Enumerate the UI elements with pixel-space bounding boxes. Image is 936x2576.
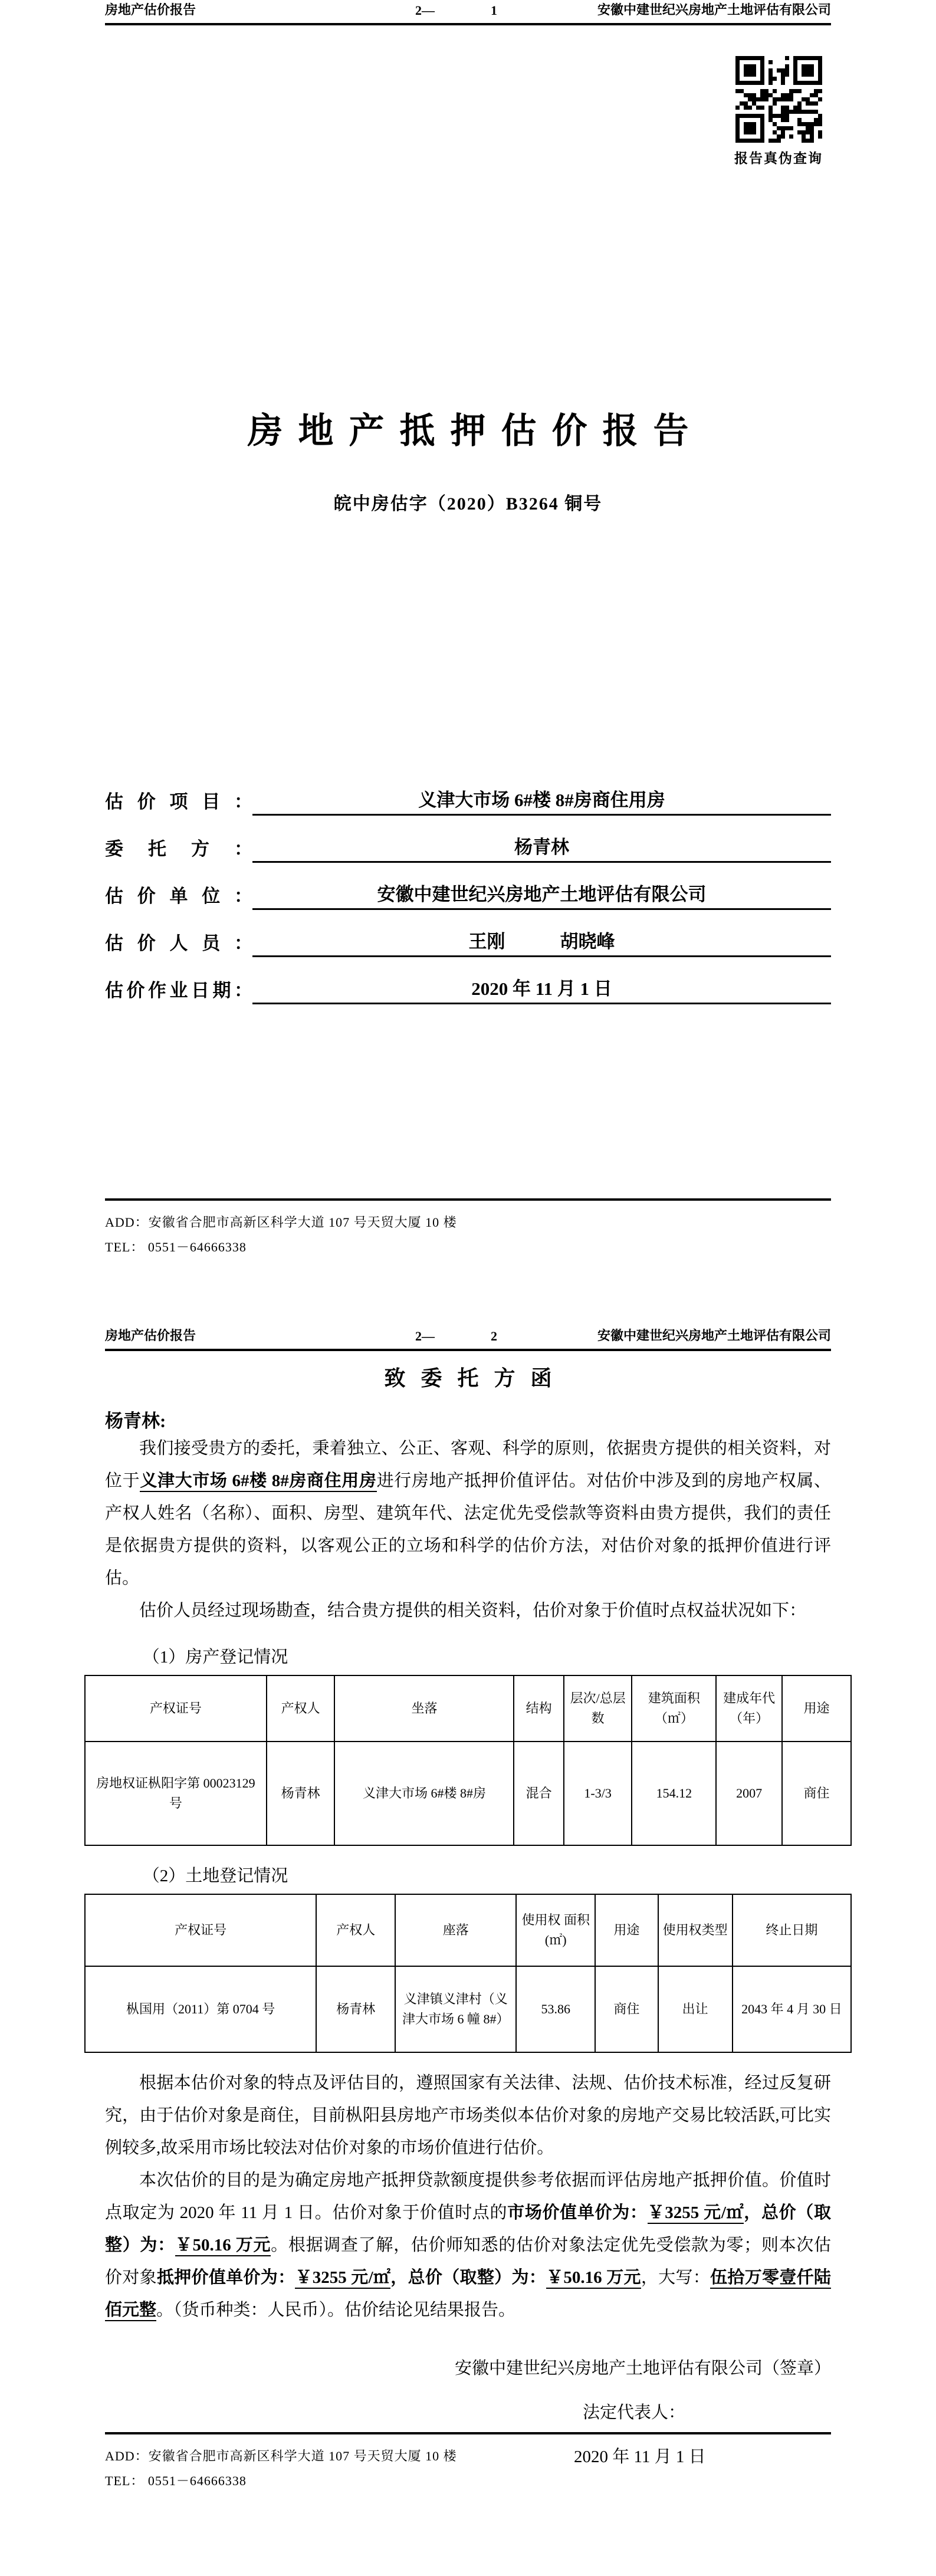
paragraph-commission [105, 1432, 831, 1595]
text-run: ， [390, 2268, 408, 2287]
table-header-cell: 终止日期 [733, 1894, 851, 1966]
text-run: 。根据调查了解，估价师知悉的估价对象法定优先受偿款为零；则本次估价对象 [105, 2236, 831, 2287]
text-run: ￥3255 元/㎡ [648, 2203, 744, 2224]
letter-title: 致委托方函 [384, 1366, 567, 1390]
header-page-number: 2 [491, 1329, 497, 1343]
table-cell: 2007 [716, 1742, 782, 1845]
header-page-numbers [359, 1329, 554, 1344]
footer-telephone: TEL： 0551－64666338 [105, 2473, 247, 2488]
field-value: 2020 年 11 月 1 日 [252, 974, 831, 1004]
signature-company: 安徽中建世纪兴房地产土地评估有限公司（签章） [454, 2359, 831, 2378]
field-appraisal-date [105, 957, 831, 1004]
table-cell: 枞国用（2011）第 0704 号 [85, 1966, 316, 2052]
table-cell: 2043 年 4 月 30 日 [733, 1966, 851, 2052]
table-header-cell: 层次/总层数 [564, 1675, 632, 1742]
land-registration-table [84, 1894, 852, 2053]
text-run: ， [744, 2203, 761, 2222]
page-footer [105, 2432, 831, 2493]
text-run: 伍拾万零壹仟陆佰元整 [105, 2268, 831, 2321]
qr-caption: 报告真伪查询 [734, 151, 823, 166]
field-appraisal-project [105, 768, 831, 816]
footer-address: ADD：安徽省合肥市高新区科学大道 107 号天贸大厦 10 楼 [105, 1215, 457, 1230]
table-row [85, 1966, 851, 2052]
letter-salutation: 杨青林: [105, 1411, 166, 1431]
header-page-number: 1 [491, 3, 497, 18]
table-header-cell: 用途 [595, 1894, 658, 1966]
qr-code-image [735, 56, 822, 143]
table-header-cell: 建成年代（年） [716, 1675, 782, 1742]
field-label: 委 托 方 ： [105, 839, 252, 859]
field-appraisal-agency [105, 863, 831, 910]
table-cell: 杨青林 [316, 1966, 395, 2052]
header-report-title: 房地产估价报告 [105, 1328, 196, 1343]
table-cell: 房地权证枞阳字第 00023129 号 [85, 1742, 267, 1845]
field-value: 安徽中建世纪兴房地产土地评估有限公司 [252, 879, 831, 910]
text-run: ￥50.16 万元 [175, 2236, 271, 2256]
table-header-cell: 坐落 [334, 1675, 514, 1742]
text-run: 抵押价值单价为： [156, 2268, 295, 2287]
table-cell: 53.86 [516, 1966, 595, 2052]
header-report-title: 房地产估价报告 [105, 2, 196, 17]
table-cell: 商住 [595, 1966, 658, 2052]
qr-block [105, 56, 831, 167]
field-value: 杨青林 [252, 832, 831, 863]
text-run: 义津大市场 6#楼 8#房商住用房 [140, 1471, 376, 1492]
house-registration-table [84, 1675, 852, 1846]
header-page-group: 2— [415, 1329, 435, 1343]
text-run: 。（货币种类：人民币）。估价结论见结果报告。 [156, 2301, 516, 2319]
table-cell: 商住 [782, 1742, 851, 1845]
table-cell: 1-3/3 [564, 1742, 632, 1845]
table-cell: 混合 [514, 1742, 563, 1845]
report-number: 皖中房估字（2020）B3264 铜号 [333, 494, 603, 514]
field-label: 估价作业日期： [105, 980, 252, 1001]
table-cell: 义津镇义津村（义津大市场 6 幢 8#） [395, 1966, 516, 2052]
table-header-cell: 座落 [395, 1894, 516, 1966]
field-label: 估 价 单 位 ： [105, 886, 252, 906]
table-header-cell: 建筑面积（㎡） [632, 1675, 716, 1742]
header-company-name: 安徽中建世纪兴房地产土地评估有限公司 [597, 1328, 831, 1343]
field-client [105, 816, 831, 863]
page-header [105, 0, 831, 25]
section-label-house-registration: （1）房产登记情况 [142, 1648, 288, 1667]
text-run: ￥3255 元/㎡ [295, 2268, 390, 2289]
table-header-row [85, 1675, 851, 1742]
letter-to-client-page [0, 1288, 936, 2576]
table-header-cell: 使用权类型 [658, 1894, 733, 1966]
text-run: 市场价值单价为： [507, 2203, 648, 2222]
table-header-cell: 用途 [782, 1675, 851, 1742]
text-run: ，大写： [641, 2268, 711, 2287]
report-main-title: 房地产抵押估价报告 [247, 412, 704, 451]
page-footer [105, 1198, 831, 1260]
paragraph-site-survey: 估价人员经过现场勘查，结合贵方提供的相关资料，估价对象于价值时点权益状况如下： [139, 1601, 807, 1620]
text-run: 本次估价的目的是为确定房地产抵押贷款额度提供参考依据而评估房地产抵押价值。价值时点取定为 2020 年 11 月 1 日。估价对象于价值时点的 [105, 2171, 831, 2222]
header-page-numbers [359, 3, 554, 18]
table-header-cell: 产权证号 [85, 1675, 267, 1742]
field-label: 估 价 项 目 ： [105, 791, 252, 812]
paragraph-valuation-result [105, 2164, 831, 2327]
table-cell: 杨青林 [267, 1742, 335, 1845]
table-header-cell: 产权人 [267, 1675, 335, 1742]
table-cell: 出让 [658, 1966, 733, 2052]
header-company-name: 安徽中建世纪兴房地产土地评估有限公司 [597, 2, 831, 17]
table-header-cell: 产权证号 [85, 1894, 316, 1966]
table-header-cell: 结构 [514, 1675, 563, 1742]
table-cell: 154.12 [632, 1742, 716, 1845]
text-run: 总价（取整）为： [408, 2268, 547, 2287]
signature-legal-representative: 法定代表人： [583, 2403, 686, 2422]
footer-telephone: TEL： 0551－64666338 [105, 1240, 247, 1254]
text-run: ￥50.16 万元 [546, 2268, 641, 2289]
table-header-cell: 使用权 面积(㎡) [516, 1894, 595, 1966]
field-appraisers [105, 910, 831, 957]
field-label: 估 价 人 员 ： [105, 933, 252, 954]
header-page-group: 2— [415, 3, 435, 18]
field-value: 王刚 胡晓峰 [252, 926, 831, 957]
text-run: 我们接受贵方的委托，秉着独立、公正、客观、科学的原则，依据贵方提供的相关资料，对位于 [105, 1439, 831, 1490]
paragraph-methodology: 根据本估价对象的特点及评估目的，遵照国家有关法律、法规、估价技术标准，经过反复研究，由于估价对象是商住，目前枞阳县房地产市场类似本估价对象的房地产交易比较活跃,可比实例较多,故采用市场比较法对估价对象的市场价值进行估价。 [105, 2074, 831, 2157]
page-header [105, 1326, 831, 1351]
signature-date: 2020 年 11 月 1 日 [574, 2447, 706, 2466]
text-run: 进行房地产抵押价值评估。对估价中涉及到的房地产权属、产权人姓名（名称）、面积、房型、建筑年代、法定优先受偿款等资料由贵方提供，我们的责任是依据贵方提供的资料，以客观公正的立场和科学的估价方法，对估价对象的抵押价值进行评估。 [105, 1471, 831, 1588]
cover-fields [105, 768, 831, 1004]
section-label-land-registration: （2）土地登记情况 [142, 1867, 288, 1885]
table-header-cell: 产权人 [316, 1894, 395, 1966]
table-row [85, 1742, 851, 1845]
table-cell: 义津大市场 6#楼 8#房 [334, 1742, 514, 1845]
text-run: 总价（取整）为： [105, 2203, 831, 2255]
field-value: 义津大市场 6#楼 8#房商住用房 [252, 785, 831, 816]
footer-address: ADD：安徽省合肥市高新区科学大道 107 号天贸大厦 10 楼 [105, 2449, 457, 2463]
table-header-row [85, 1894, 851, 1966]
